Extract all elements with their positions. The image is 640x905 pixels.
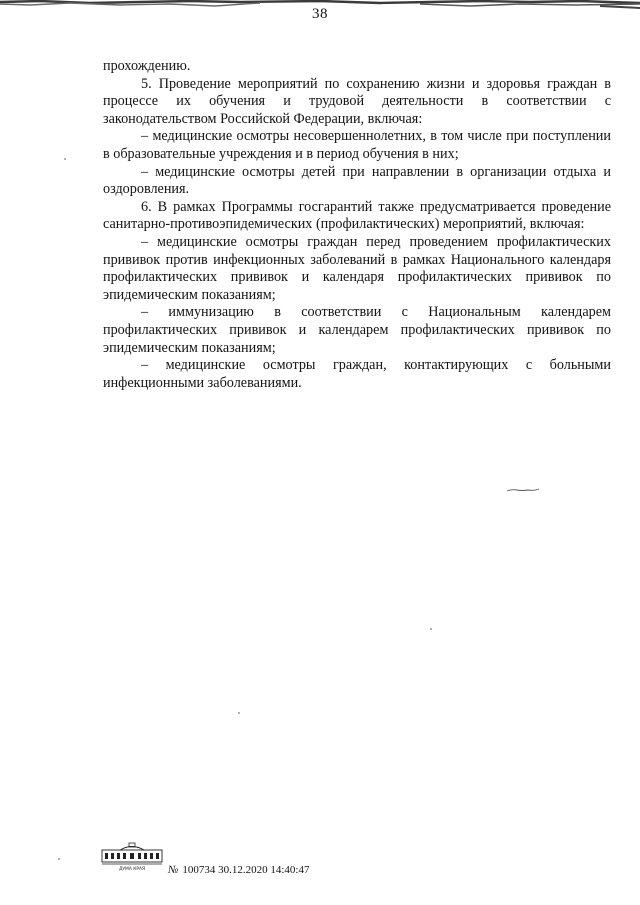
list-item-immunization: – иммунизацию в соответствии с Национальным календарем профилактических прививок и календарем профилактических прививок по эпидемическим показаниям; <box>103 304 611 356</box>
registration-number-mark: № <box>168 864 179 876</box>
scan-speck <box>430 628 432 630</box>
scan-speck <box>58 858 60 860</box>
page-number: 38 <box>312 6 328 22</box>
registration-stamp <box>168 864 310 876</box>
list-item-pre-vaccination-exams: – медицинские осмотры граждан перед проведением профилактических прививок против инфекционных заболеваний в рамках Национального календаря профилактических прививок и календаря профилактических прививок по эпидемическим показаниям; <box>103 233 611 303</box>
registration-number-datetime: 100734 30.12.2020 14:40:47 <box>182 864 310 876</box>
scan-speck <box>64 158 66 160</box>
end-of-text-dash-mark <box>506 486 540 494</box>
paragraph-continuation: прохождению. <box>103 58 191 74</box>
list-item-contact-exams: – медицинские осмотры граждан, контактирующих с больными инфекционными заболеваниями. <box>103 357 611 391</box>
document-footer <box>100 842 360 882</box>
paragraph-item-6: 6. В рамках Программы госгарантий также предусматривается проведение санитарно-противоэпидемических (профилактических) мероприятий, включая: <box>103 198 611 233</box>
list-item-minors-exams: – медицинские осмотры несовершеннолетних, в том числе при поступлении в образовательные учреждения и в период обучения в них; <box>103 128 611 162</box>
paragraph-item-5: 5. Проведение мероприятий по сохранению жизни и здоровья граждан в процессе их обучения и трудовой деятельности в соответствии с законодательством Российской Федерации, включая: <box>103 75 611 127</box>
legislature-building-icon <box>100 842 164 872</box>
list-item-children-exams: – медицинские осмотры детей при направлении в организации отдыха и оздоровления. <box>103 163 611 198</box>
footer-logo-caption: ДУМА КРАЯ <box>118 867 146 872</box>
body-text <box>103 58 611 392</box>
scan-speck <box>238 712 240 714</box>
